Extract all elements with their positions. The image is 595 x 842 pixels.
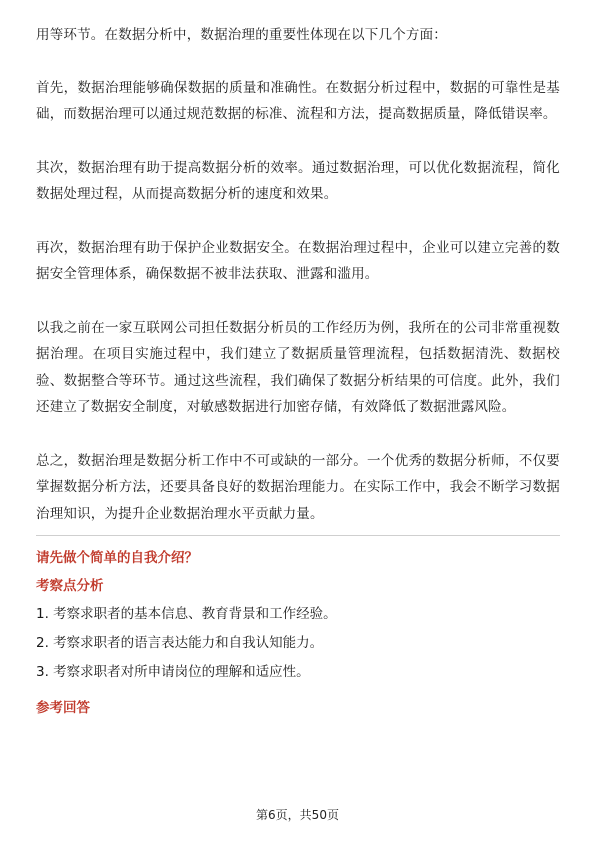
interview-question: 请先做个简单的自我介绍？ (36, 550, 198, 566)
paragraph-second-point: 其次，数据治理有助于提高数据分析的效率。通过数据治理，可以优化数据流程，简化数据处理过程，从而提高数据分析的速度和效果。 (36, 159, 560, 202)
paragraph-first-point: 首先，数据治理能够确保数据的质量和准确性。在数据分析过程中，数据的可靠性是基础，而数据治理可以通过规范数据的标准、流程和方法，提高数据质量，降低错误率。 (36, 79, 560, 122)
analysis-heading: 考察点分析 (36, 578, 104, 594)
paragraph-conclusion: 总之，数据治理是数据分析工作中不可或缺的一部分。一个优秀的数据分析师，不仅要掌握数据分析方法，还要具备良好的数据治理能力。在实际工作中，我会不断学习数据治理知识，为提升企业数据治理水平贡献力量。 (36, 452, 560, 522)
analysis-point: 2. 考察求职者的语言表达能力和自我认知能力。 (36, 635, 324, 651)
page-number-footer: 第6页，共50页 (256, 808, 339, 822)
paragraph-example: 以我之前在一家互联网公司担任数据分析员的工作经历为例，我所在的公司非常重视数据治理。在项目实施过程中，我们建立了数据质量管理流程，包括数据清洗、数据校验、数据整合等环节。通过这些流程，我们确保了数据分析结果的可信度。此外，我们还建立了数据安全制度，对敏感数据进行加密存储，有效降低了数据泄露风险。 (36, 319, 560, 415)
paragraph-intro: 用等环节。在数据分析中，数据治理的重要性体现在以下几个方面： (36, 27, 447, 43)
answer-heading: 参考回答 (36, 700, 90, 716)
page-content (36, 22, 560, 720)
analysis-point: 3. 考察求职者对所申请岗位的理解和适应性。 (36, 664, 310, 680)
analysis-point: 1. 考察求职者的基本信息、教育背景和工作经验。 (36, 606, 337, 622)
paragraph-third-point: 再次，数据治理有助于保护企业数据安全。在数据治理过程中，企业可以建立完善的数据安全管理体系，确保数据不被非法获取、泄露和滥用。 (36, 239, 560, 282)
section-divider (36, 535, 560, 536)
